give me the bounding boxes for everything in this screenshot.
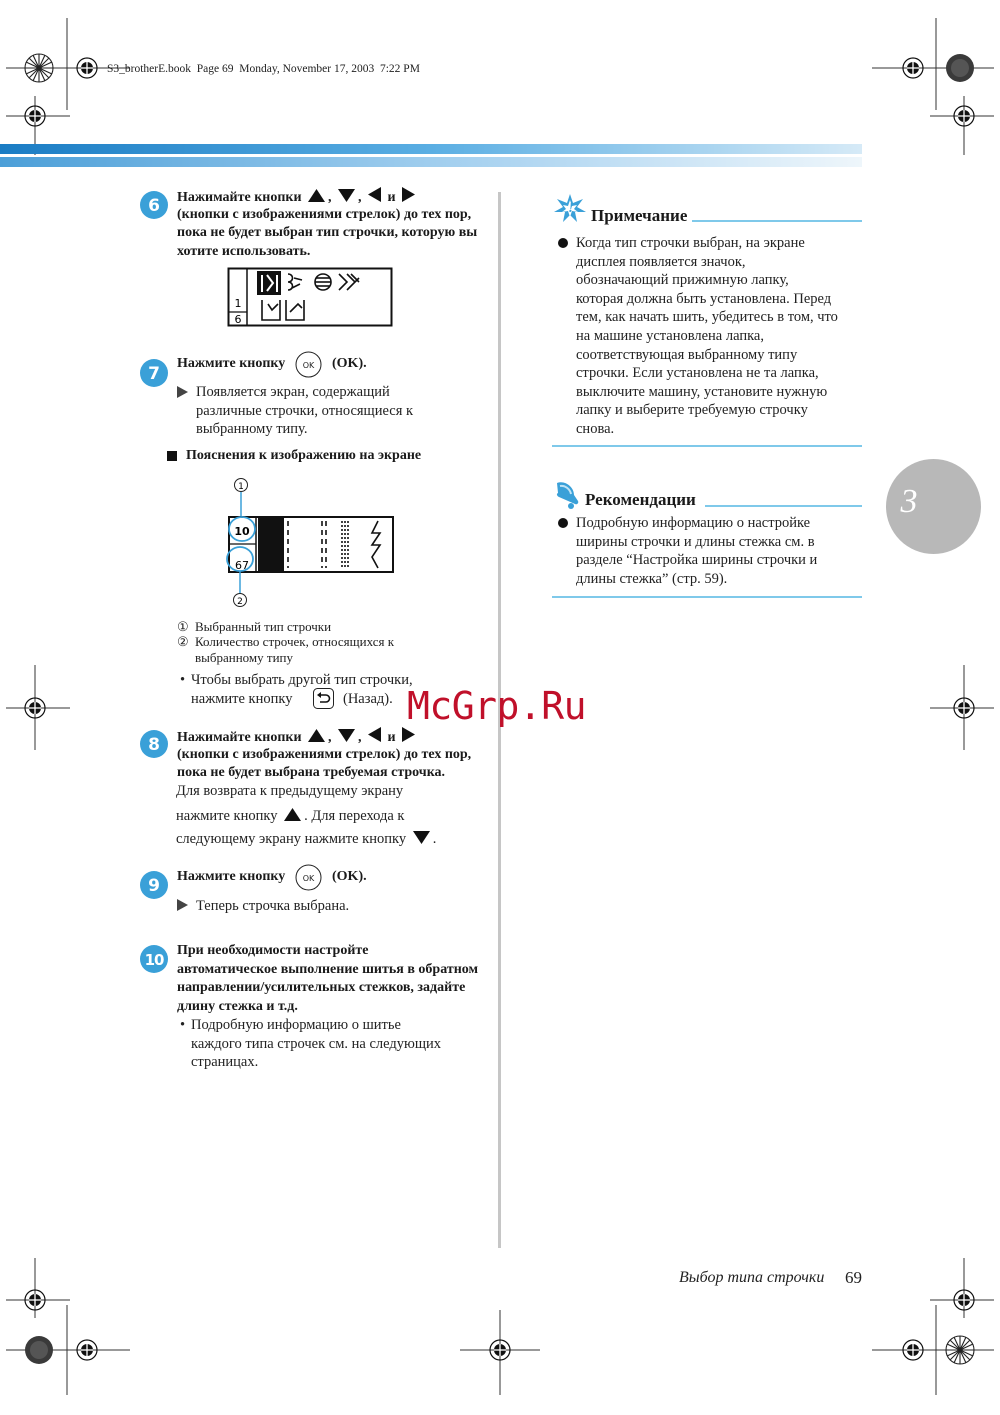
up-arrow-icon	[308, 729, 325, 742]
note-line: выключите машину, установите нужную	[576, 383, 828, 400]
section-square-icon	[167, 451, 177, 461]
header-band-2	[0, 157, 862, 167]
note-line: тем, как начать шить, убедитесь в том, что	[576, 309, 838, 326]
step-9-result: Теперь строчка выбрана.	[196, 898, 350, 914]
svg-text:10: 10	[144, 951, 164, 969]
step-8-line-3: пока не будет выбрана требуемая строчка.	[177, 765, 446, 780]
note-line: на машине установлена лапка,	[576, 327, 764, 344]
tips-title-rule	[705, 505, 862, 507]
tips-title: Рекомендации	[585, 490, 696, 509]
note-title-rule	[692, 220, 862, 222]
legend-1-number: ①	[177, 619, 189, 634]
note-line: снова.	[576, 420, 615, 437]
step-9-instruction: Нажмите кнопку	[177, 869, 286, 884]
tips-bottom-rule	[552, 596, 862, 598]
down-arrow-icon	[413, 831, 430, 844]
ok-button-icon	[295, 864, 322, 891]
legend-2-number: ②	[177, 634, 189, 649]
svg-text:7: 7	[148, 364, 160, 384]
tips-line: Подробную информацию о настройке	[576, 515, 811, 531]
step-7-ok-label: (OK).	[332, 356, 367, 371]
step-9-badge	[139, 870, 169, 900]
right-arrow-icon	[402, 187, 415, 202]
note-bullet	[558, 238, 568, 248]
lcd-screen-stitch-types	[228, 268, 392, 326]
tips-body	[576, 514, 866, 588]
header-band	[0, 144, 862, 154]
result-arrow-icon	[177, 386, 188, 398]
lcd-screen-explanation	[226, 476, 396, 610]
step-10-badge	[139, 944, 169, 974]
step-6-line-1: Нажимайте кнопки , , и	[177, 187, 418, 208]
legend-1-text: Выбранный тип строчки	[195, 619, 332, 634]
note-line: которая должна быть установлена. Перед	[576, 290, 832, 307]
left-arrow-icon	[368, 187, 381, 202]
tips-line: длины стежка” (стр. 59).	[576, 570, 728, 587]
note-line: Когда тип строчки выбран, на экране	[576, 235, 805, 251]
step-9-ok-label: (OK).	[332, 869, 367, 884]
svg-text:1: 1	[238, 482, 244, 492]
step-7-bullet-line-2: нажмите кнопку	[191, 691, 293, 707]
back-button-icon	[313, 688, 334, 709]
ok-button-icon	[295, 351, 322, 378]
step-6-line-2: (кнопки с изображениями стрелок) до тех пор,	[177, 207, 472, 222]
step-7-instruction: Нажмите кнопку	[177, 356, 286, 371]
step-7-result-1: Появляется экран, содержащий	[196, 384, 390, 400]
up-arrow-icon	[284, 808, 301, 821]
tips-line: разделе “Настройка ширины строчки и	[576, 552, 818, 569]
svg-text:2: 2	[237, 597, 243, 607]
note-body	[576, 234, 866, 439]
file-info-header: S3_brotherE.book Page 69 Monday, November 17, 2003 7:22 PM	[107, 63, 420, 75]
footer-title: Выбор типа строчки	[679, 1269, 825, 1286]
step-7-bullet-line-3: (Назад).	[343, 691, 393, 707]
step-7-bullet-line-1: Чтобы выбрать другой тип строчки,	[191, 672, 413, 688]
tips-bullet	[558, 518, 568, 528]
svg-text:6: 6	[148, 196, 160, 216]
svg-text:8: 8	[148, 735, 160, 755]
step-7-badge	[139, 358, 169, 388]
step-10-line-1: При необходимости настройте	[177, 943, 369, 958]
step-10-line-2: автоматическое выполнение шитья в обратном	[177, 962, 479, 977]
note-line: лапку и выберите требуемую строчку	[576, 402, 808, 419]
step-8-badge	[139, 729, 169, 759]
tips-bell-icon	[551, 480, 581, 510]
watermark: McGrp.Ru	[407, 684, 587, 728]
svg-text:!: !	[568, 201, 574, 215]
svg-text:OK: OK	[302, 361, 315, 370]
step-8-plain-1: Для возврата к предыдущему экрану	[176, 783, 404, 799]
page-number: 69	[845, 1268, 862, 1287]
step-7-result-3: выбранному типу.	[196, 421, 308, 437]
step-10-line-3: направлении/усилительных стежков, задайте	[177, 980, 466, 995]
left-arrow-icon	[368, 727, 381, 742]
step-8-line-2: (кнопки с изображениями стрелок) до тех пор,	[177, 747, 472, 762]
step-8-plain-2: нажмите кнопку . Для перехода к	[176, 808, 405, 824]
up-arrow-icon	[308, 189, 325, 202]
right-arrow-icon	[402, 727, 415, 742]
note-line: обозначающий прижимную лапку,	[576, 272, 789, 289]
step-6-line-4: хотите использовать.	[177, 244, 311, 259]
svg-text:6: 6	[234, 313, 242, 326]
note-title: Примечание	[591, 206, 688, 225]
note-line: дисплея появляется значок,	[576, 253, 746, 270]
chapter-number: 3	[900, 483, 918, 520]
note-bottom-rule	[552, 445, 862, 447]
svg-text:10: 10	[234, 525, 250, 538]
down-arrow-icon	[338, 189, 355, 202]
tips-line: ширины строчки и длины стежка см. в	[576, 533, 815, 550]
note-line: соответствующая выбранному типу	[576, 346, 798, 363]
down-arrow-icon	[338, 729, 355, 742]
legend-2-text-1: Количество строчек, относящихся к	[195, 634, 395, 649]
legend-2-text-2: выбранному типу	[195, 650, 293, 665]
bullet-dot: •	[180, 1017, 186, 1033]
note-star-icon	[553, 193, 587, 223]
svg-text:OK: OK	[302, 874, 315, 883]
svg-text:1: 1	[234, 297, 242, 310]
step-6-line-3: пока не будет выбран тип строчки, которую вы	[177, 225, 478, 240]
step-10-bullet-1: Подробную информацию о шитье	[191, 1017, 401, 1033]
step-10-bullet-3: страницах.	[191, 1054, 259, 1070]
bullet-dot: •	[180, 672, 186, 688]
step-6-badge	[139, 190, 169, 220]
svg-text:67: 67	[235, 559, 249, 572]
step-10-bullet-2: каждого типа строчек см. на следующих	[191, 1036, 441, 1052]
note-line: строчки. Если установлена не та лапка,	[576, 365, 819, 382]
result-arrow-icon	[177, 899, 188, 911]
svg-text:9: 9	[148, 876, 160, 896]
section-title-screen-explanation: Пояснения к изображению на экране	[186, 448, 422, 463]
step-10-line-4: длину стежка и т.д.	[177, 999, 298, 1014]
step-8-plain-3: следующему экрану нажмите кнопку .	[176, 831, 437, 847]
step-7-result-2: различные строчки, относящиеся к	[196, 403, 414, 419]
step-8-line-1: Нажимайте кнопки , , и	[177, 727, 418, 748]
